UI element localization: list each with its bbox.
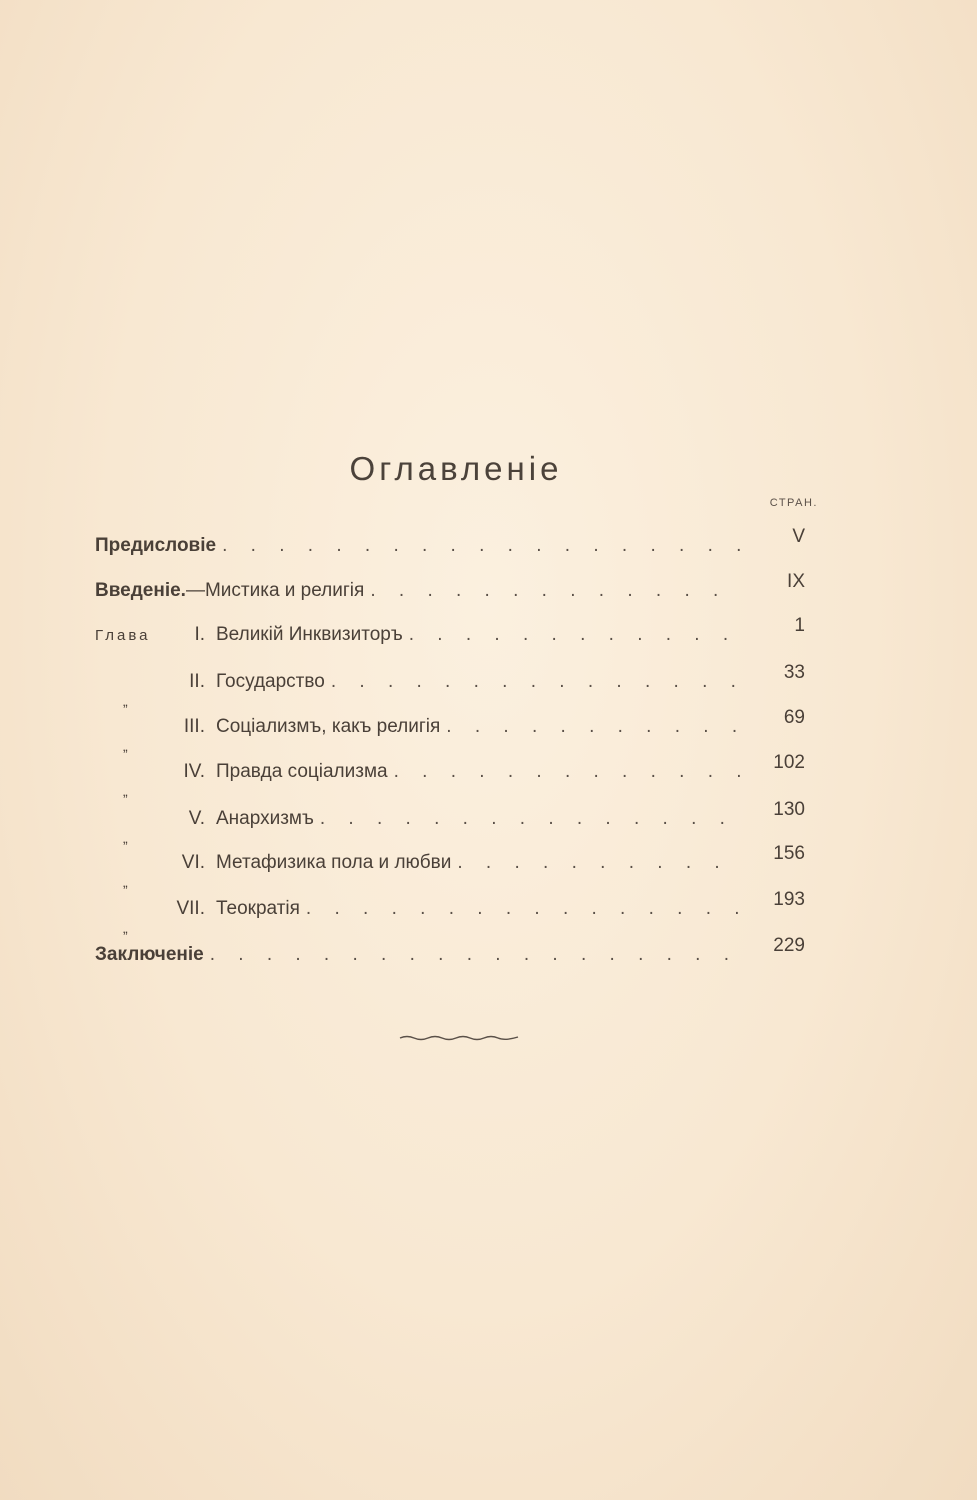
dot-leader	[306, 898, 743, 920]
dot-leader	[370, 580, 743, 602]
page-number: 156	[773, 843, 805, 864]
page-number: 102	[773, 752, 805, 773]
entry-title: Заключеніе	[95, 944, 204, 965]
toc-entry	[95, 662, 805, 709]
entry-title: Теократія	[216, 898, 300, 919]
dot-leader	[222, 535, 743, 557]
entry-title: Предисловіе	[95, 535, 217, 556]
entry-title: Метафизика пола и любви	[216, 852, 452, 873]
page-number: 33	[783, 662, 805, 683]
dot-leader	[320, 808, 743, 830]
page-title: Оглавленіе	[349, 450, 563, 487]
toc-entry	[95, 615, 805, 646]
chapter-numeral: II.	[189, 671, 205, 692]
ditto-mark: „	[123, 920, 131, 936]
chapter-numeral: VI.	[181, 852, 205, 873]
chapter-numeral: III.	[183, 716, 205, 737]
entry-title: Анархизмъ	[216, 808, 314, 829]
entry-title: Правда соціализма	[216, 761, 388, 782]
entry-subtitle: —Мистика и религія	[185, 580, 365, 601]
page-number: 69	[783, 707, 805, 728]
page-number: 1	[794, 615, 805, 636]
toc-entry	[95, 799, 805, 846]
ditto-mark: „	[123, 693, 131, 709]
dot-leader	[457, 852, 743, 874]
pages-column-label: СТРАН.	[769, 497, 818, 509]
entry-title: Соціализмъ, какъ религія	[216, 716, 441, 737]
page-number: 130	[773, 799, 805, 820]
ornament-divider	[399, 1032, 519, 1044]
entry-title: Великій Инквизиторъ	[216, 624, 403, 645]
toc-entry	[95, 571, 805, 602]
ditto-mark: „	[123, 830, 131, 846]
chapter-numeral: V.	[188, 808, 205, 829]
toc-entry	[95, 526, 805, 557]
toc-entry	[95, 752, 805, 799]
page-number: 229	[773, 935, 805, 956]
ditto-mark: „	[123, 738, 131, 754]
dot-leader	[446, 716, 743, 738]
dot-leader	[331, 671, 743, 693]
toc-entry	[95, 889, 805, 936]
toc-entry	[95, 935, 805, 966]
page-number: 193	[773, 889, 805, 910]
entry-title-bold: Введеніе.	[95, 580, 186, 601]
chapter-numeral: I.	[194, 624, 205, 645]
page-number: IX	[787, 571, 805, 592]
dot-leader	[409, 624, 743, 646]
toc-entry	[95, 843, 805, 890]
chapter-numeral: VII.	[176, 898, 205, 919]
dot-leader	[210, 944, 743, 966]
ditto-mark: „	[123, 783, 131, 799]
chapter-numeral: IV.	[183, 761, 205, 782]
entry-title: Государство	[216, 671, 325, 692]
toc-entry	[95, 707, 805, 754]
ditto-mark: „	[123, 874, 131, 890]
dot-leader	[394, 761, 743, 783]
page-number: V	[792, 526, 805, 547]
chapter-word: Глава	[95, 627, 151, 644]
